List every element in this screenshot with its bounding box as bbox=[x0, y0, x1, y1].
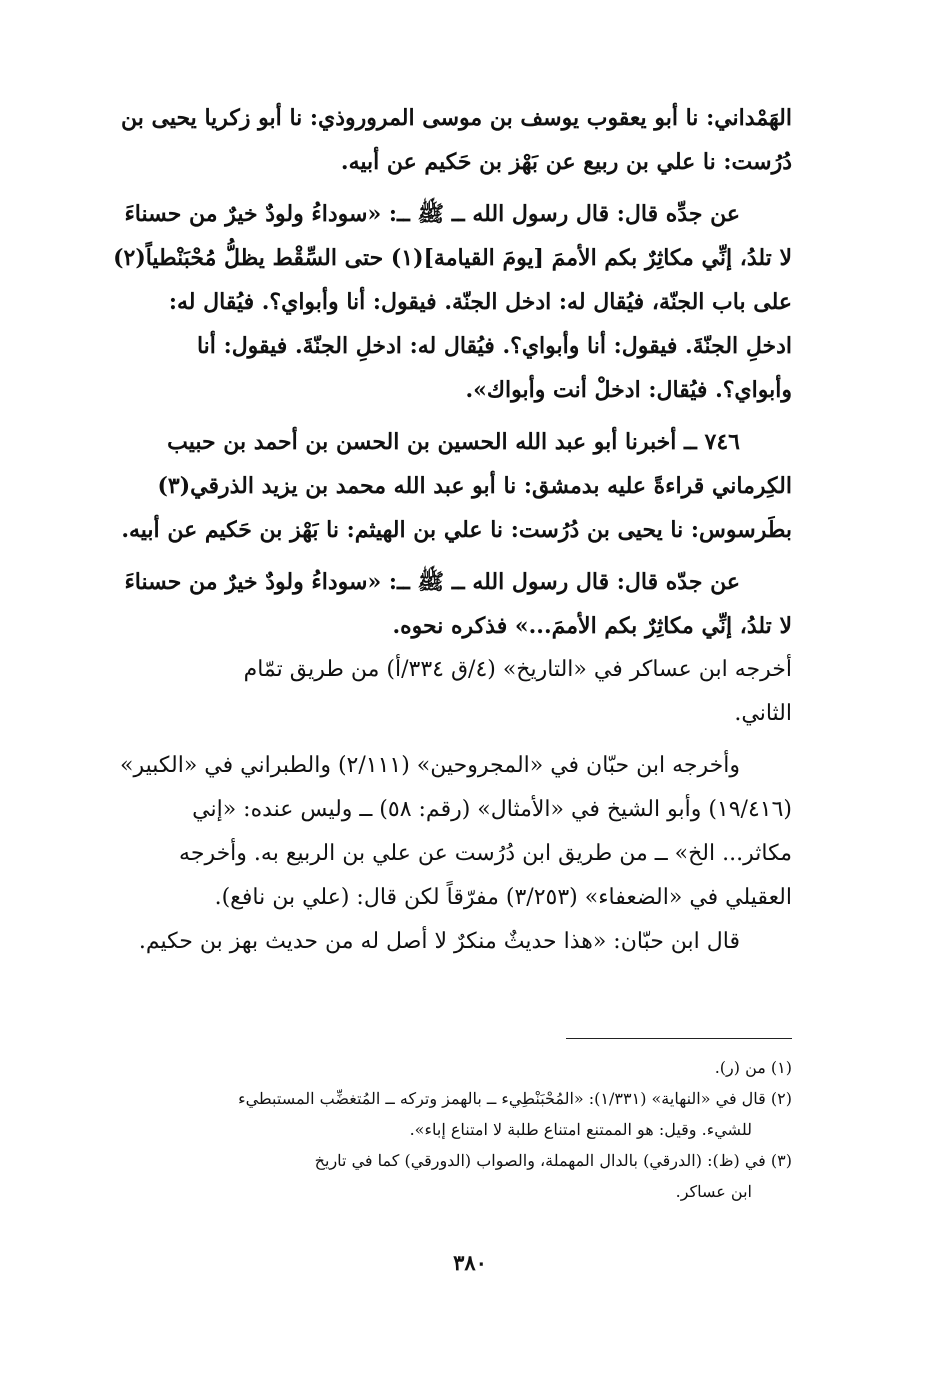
text-line: عن جدّه قال: قال رسول الله ــ ﷺ ــ: «سوداءُ ولودٌ خيرٌ من حسناءَ bbox=[124, 569, 740, 595]
footnote-line: ابن عساكر. bbox=[675, 1182, 752, 1201]
text-line: العقيلي في «الضعفاء» (٣/٢٥٣) مفرّقاً لكن قال: (علي بن نافع). bbox=[214, 885, 792, 910]
paragraph bbox=[96, 192, 792, 412]
footnote-divider bbox=[566, 1038, 792, 1039]
footnote-line: (٣) في (ظ): (الدرقي) بالدال المهملة، والصواب (الدورقي) كما في تاريخ bbox=[314, 1151, 792, 1170]
footnote-line: (١) من (ر). bbox=[714, 1058, 792, 1077]
paragraph bbox=[96, 744, 792, 920]
text-line: وأبواي؟. فيُقال: ادخلْ أنت وأبواك». bbox=[465, 377, 792, 403]
text-line: (١٩/٤١٦) وأبو الشيخ في «الأمثال» (رقم: ٥٨) ــ وليس عنده: «إني bbox=[192, 797, 792, 822]
main-text bbox=[96, 96, 792, 964]
paragraph bbox=[96, 420, 792, 552]
footnote bbox=[96, 1052, 792, 1083]
footnote bbox=[96, 1083, 792, 1145]
text-line: لا تلدُ، إنِّي مكاثِرٌ بكم الأممَ...» فذكره نحوه. bbox=[392, 613, 792, 639]
text-line: لا تلدُ، إنِّي مكاثِرٌ بكم الأممَ [يومَ القيامة](١) حتى السِّقْط يظلُّ مُحْبَنْطياً(٢) bbox=[113, 245, 792, 271]
text-line: أخرجه ابن عساكر في «التاريخ» (٤/ق ٣٣٤/أ) من طريق تمّام bbox=[243, 657, 792, 682]
text-line: الكِرماني قراءةً عليه بدمشق: نا أبو عبد الله محمد بن يزيد الذرقي(٣) bbox=[157, 473, 792, 499]
text-line: عن جدِّه قال: قال رسول الله ــ ﷺ ــ: «سوداءُ ولودٌ خيرٌ من حسناءَ bbox=[124, 201, 740, 227]
footnote-line: (٢) قال في «النهاية» (١/٣٣١): «المُحْبَنْطِيء ــ بالهمز وتركه ــ المُتغضِّب المستبطيء bbox=[238, 1089, 792, 1108]
paragraph bbox=[96, 560, 792, 648]
text-line: وأخرجه ابن حبّان في «المجروحين» (٢/١١١) والطبراني في «الكبير» bbox=[119, 753, 740, 778]
text-line: مكاثر... الخ» ــ من طريق ابن دُرُست عن علي بن الربيع به. وأخرجه bbox=[179, 841, 792, 866]
text-line: الثاني. bbox=[734, 701, 792, 726]
paragraph bbox=[96, 920, 792, 964]
text-line: على باب الجنّة، فيُقال له: ادخل الجنّة. فيقول: أنا وأبواي؟. فيُقال له: bbox=[168, 289, 792, 315]
footnote-line: للشيء. وقيل: هو الممتنع امتناع طلبة لا امتناع إباء». bbox=[409, 1120, 752, 1139]
paragraph bbox=[96, 96, 792, 184]
text-line: قال ابن حبّان: «هذا حديثٌ منكرٌ لا أصل له من حديث بهز بن حكيم. bbox=[138, 929, 740, 954]
text-line: ٧٤٦ ــ أخبرنا أبو عبد الله الحسين بن الحسن بن أحمد بن حبيب bbox=[167, 429, 740, 455]
page-number: ٣٨٠ bbox=[453, 1250, 487, 1275]
paragraph bbox=[96, 648, 792, 736]
text-line: بطَرسوس: نا يحيى بن دُرُست: نا علي بن الهيثم: نا بَهْز بن حَكيم عن أبيه. bbox=[121, 517, 792, 543]
text-line: دُرُست: نا علي بن ربيع عن بَهْز بن حَكيم عن أبيه. bbox=[340, 149, 792, 175]
footnotes bbox=[96, 1052, 792, 1207]
text-line: ادخلِ الجنّةَ. فيقول: أنا وأبواي؟. فيُقال له: ادخلِ الجنّةَ. فيقول: أنا bbox=[196, 333, 792, 359]
text-line: الهَمْداني: نا أبو يعقوب يوسف بن موسى المروروذي: نا أبو زكريا يحيى بن bbox=[120, 105, 792, 131]
footnote bbox=[96, 1145, 792, 1207]
